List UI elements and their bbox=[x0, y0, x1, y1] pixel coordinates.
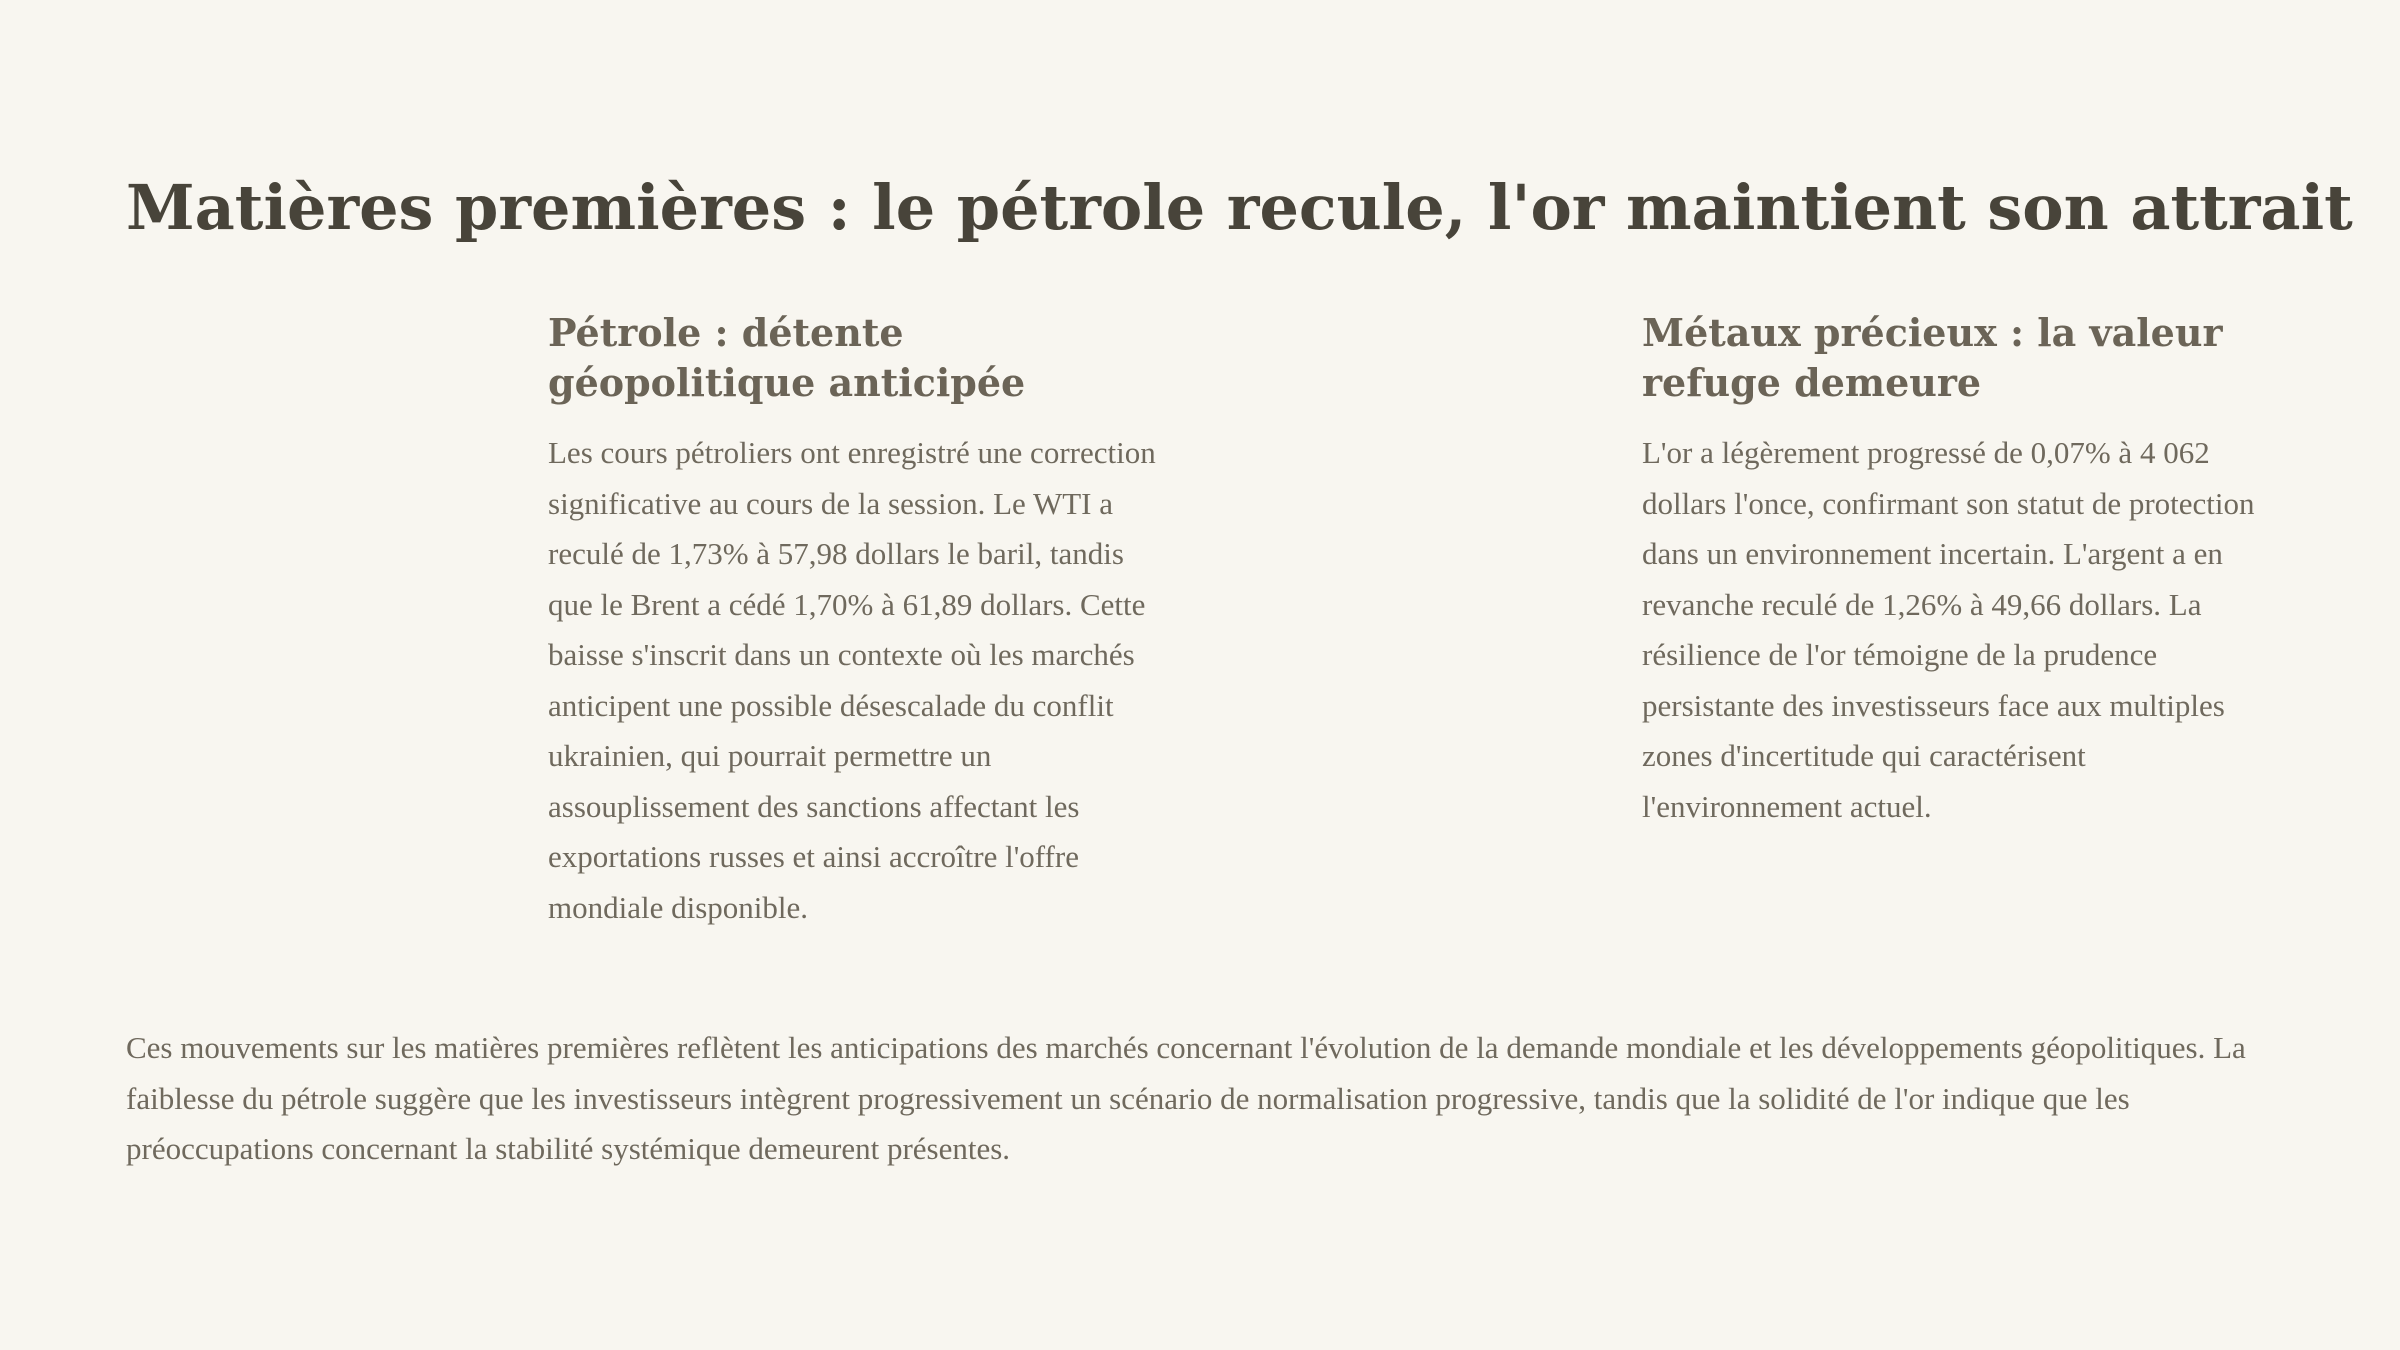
oil-heading: Pétrole : détente géopolitique anticipée bbox=[548, 310, 1026, 405]
oil-section bbox=[548, 308, 1168, 933]
summary-paragraph: Ces mouvements sur les matières premières reflètent les anticipations des marchés concernant l'évolution de la demande mondiale et les développements géopolitiques. La faiblesse du pétrole suggère que les investisseurs intègrent progressivement un scénario de normalisation progressive, tandis que la solidité de l'or indique que les préoccupations concernant la stabilité systémique demeurent présentes. bbox=[126, 1030, 2246, 1166]
precious-metals-section bbox=[1642, 308, 2282, 832]
oil-paragraph: Les cours pétroliers ont enregistré une correction significative au cours de la session. Le WTI a reculé de 1,73% à 57,98 dollars le baril, tandis que le Brent a cédé 1,70% à 61,89 dollars. Cette baisse s'inscrit dans un contexte où les marchés anticipent une possible désescalade du conflit ukrainien, qui pourrait permettre un assouplissement des sanctions affectant les exportations russes et ainsi accroître l'offre mondiale disponible. bbox=[548, 435, 1156, 925]
page-title: Matières premières : le pétrole recule, l'or maintient son attrait bbox=[126, 171, 2353, 244]
precious-metals-paragraph: L'or a légèrement progressé de 0,07% à 4 062 dollars l'once, confirmant son statut de protection dans un environnement incertain. L'argent a en revanche reculé de 1,26% à 49,66 dollars. La résilience de l'or témoigne de la prudence persistante des investisseurs face aux multiples zones d'incertitude qui caractérisent l'environnement actuel. bbox=[1642, 435, 2255, 824]
precious-metals-heading: Métaux précieux : la valeur refuge demeure bbox=[1642, 310, 2223, 405]
